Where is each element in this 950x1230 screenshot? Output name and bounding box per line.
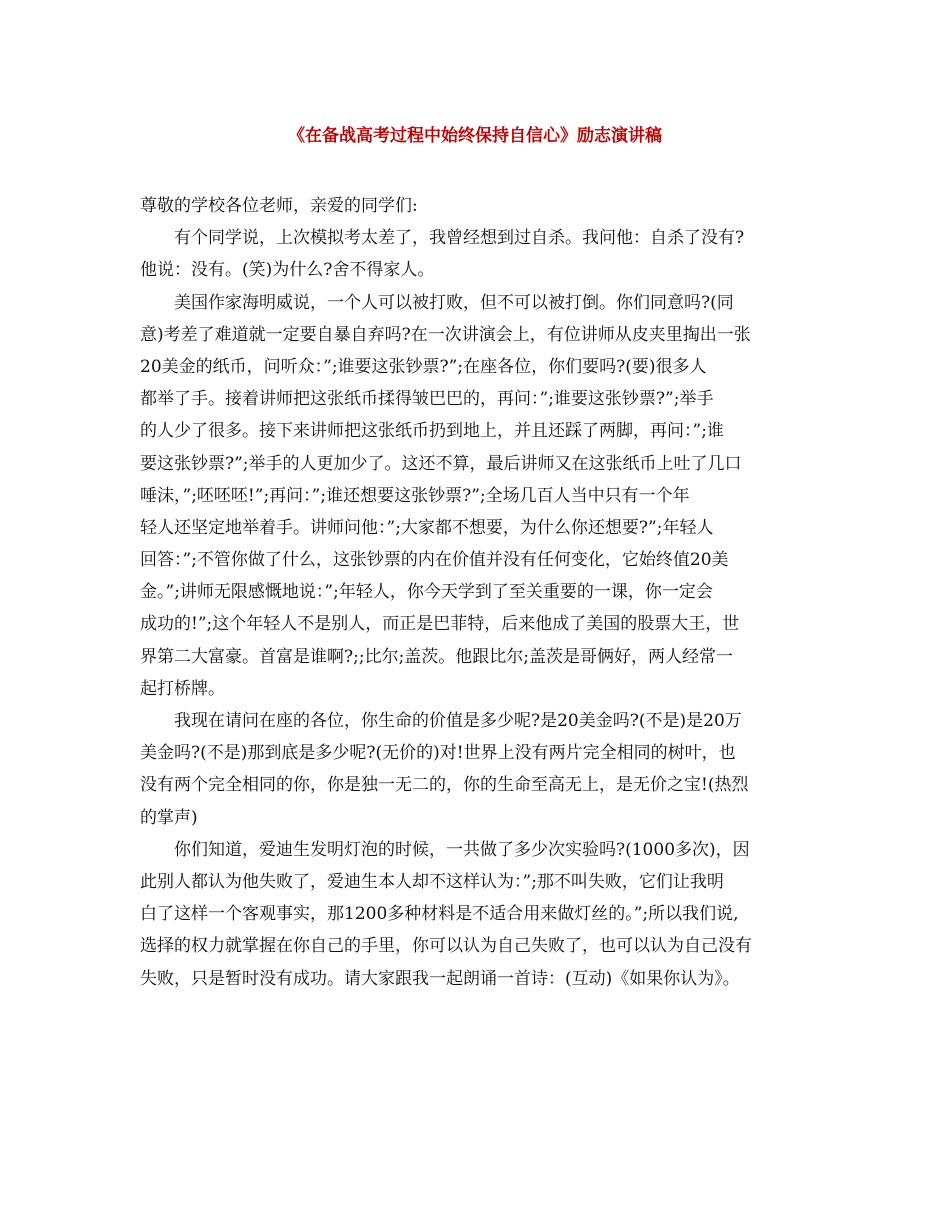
text-line: 白了这样一个客观事实，那1200多种材料是不适合用来做灯丝的。”;所以我们说, xyxy=(140,904,739,925)
text-line: 没有两个完全相同的你，你是独一无二的，你的生命至高无上，是无价之宝!(热烈 xyxy=(140,775,749,796)
text-line: 轻人还坚定地举着手。讲师问他：”;大家都不想要，为什么你还想要?”;年轻人 xyxy=(140,517,714,538)
text-line: 有个同学说，上次模拟考太差了，我曾经想到过自杀。我问他：自杀了没有? xyxy=(174,228,745,249)
text-line: 的掌声) xyxy=(140,807,198,828)
text-line: 意)考差了难道就一定要自暴自弃吗?在一次讲演会上，有位讲师从皮夹里掏出一张 xyxy=(140,324,751,345)
text-line: 起打桥牌。 xyxy=(140,678,225,699)
text-line: 回答：”;不管你做了什么，这张钞票的内在价值并没有任何变化，它始终值20美 xyxy=(140,550,729,571)
text-line: 你们知道，爱迪生发明灯泡的时候，一共做了多少次实验吗?(1000多次)，因 xyxy=(174,839,750,860)
text-line: 的人少了很多。接下来讲师把这张纸币扔到地上，并且还踩了两脚，再问：”;谁 xyxy=(140,421,724,442)
text-line: 界第二大富豪。首富是谁啊?;;比尔;盖茨。他跟比尔;盖茨是哥俩好，两人经常一 xyxy=(140,646,734,667)
text-line: 失败，只是暂时没有成功。请大家跟我一起朗诵一首诗：(互动)《如果你认为》。 xyxy=(140,968,740,989)
text-line: 我现在请问在座的各位，你生命的价值是多少呢?是20美金吗?(不是)是20万 xyxy=(174,711,742,731)
document-title: 《在备战高考过程中始终保持自信心》励志演讲稿 xyxy=(288,126,662,146)
text-line: 尊敬的学校各位老师，亲爱的同学们: xyxy=(140,196,418,216)
text-line: 要这张钞票?”;举手的人更加少了。这还不算，最后讲师又在这张纸币上吐了几口 xyxy=(140,453,742,474)
text-line: 选择的权力就掌握在你自己的手里，你可以认为自己失败了，也可以认为自己没有 xyxy=(140,936,752,957)
text-line: 他说：没有。(笑)为什么?舍不得家人。 xyxy=(140,260,435,281)
text-line: 美金吗?(不是)那到底是多少呢?(无价的)对!世界上没有两片完全相同的树叶，也 xyxy=(140,743,736,764)
text-line: 都举了手。接着讲师把这张纸币揉得皱巴巴的，再问：”;谁要这张钞票?”;举手 xyxy=(140,389,714,410)
text-line: 金。”;讲师无限感慨地说：”;年轻人，你今天学到了至关重要的一课，你一定会 xyxy=(140,582,713,603)
text-line: 成功的!”;这个年轻人不是别人，而正是巴菲特，后来他成了美国的股票大王，世 xyxy=(140,614,740,635)
text-line: 20美金的纸币，问听众：”;谁要这张钞票?”;在座各位，你们要吗?(要)很多人 xyxy=(140,356,707,377)
text-line: 美国作家海明威说，一个人可以被打败，但不可以被打倒。你们同意吗?(同 xyxy=(174,292,734,313)
text-line: 唾沫，”;呸呸呸!”;再问：”;谁还想要这张钞票?”;全场几百人当中只有一个年 xyxy=(140,485,690,506)
text-line: 此别人都认为他失败了，爱迪生本人却不这样认为：”;那不叫失败，它们让我明 xyxy=(140,871,724,892)
document-body xyxy=(140,190,815,995)
